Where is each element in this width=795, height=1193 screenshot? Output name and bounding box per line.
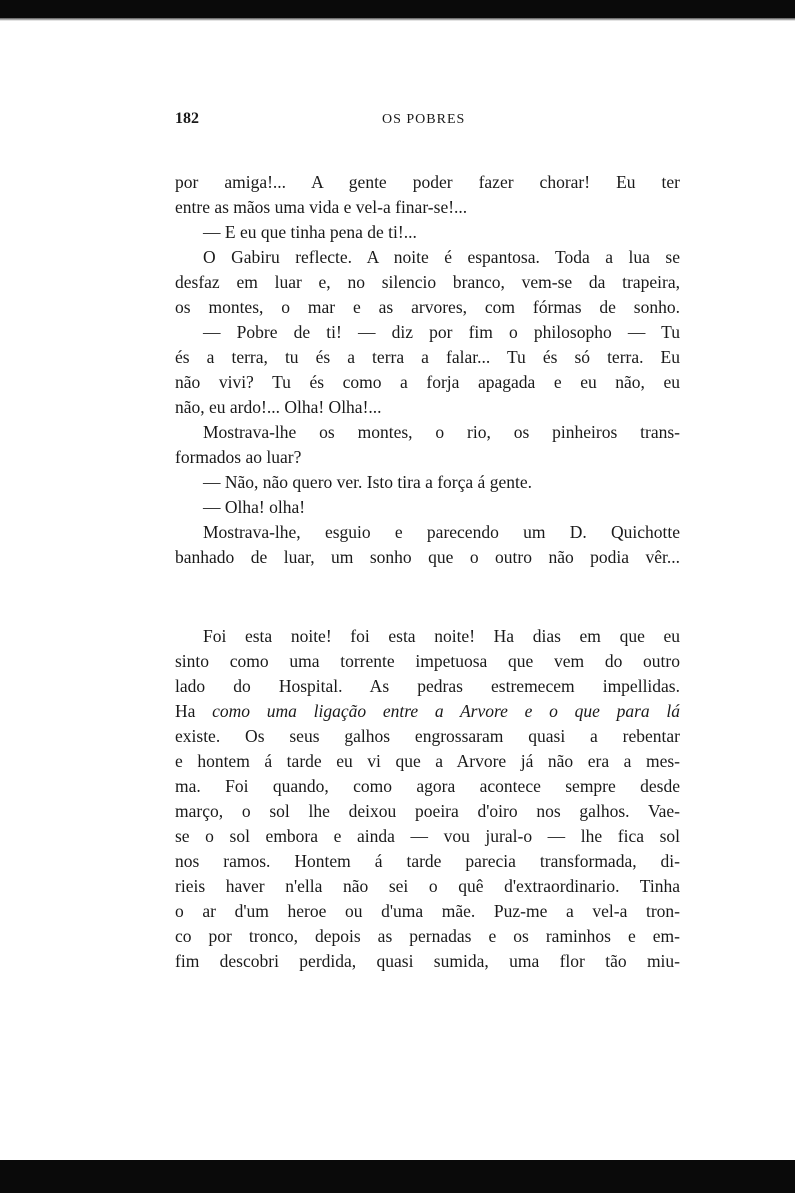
text-line: Mostrava-lhe os montes, o rio, os pinheiros trans- (203, 422, 680, 442)
text-line: lado do Hospital. As pedras estremecem impellidas. (175, 676, 680, 696)
text-line: entre as mãos uma vida e vel-a finar-se!... (175, 197, 468, 217)
text-line: co por tronco, depois as pernadas e os raminhos e em- (175, 926, 680, 946)
running-head: OS POBRES (382, 112, 466, 127)
text-line: — Não, não quero ver. Isto tira a força á gente. (203, 472, 532, 492)
text-line: rieis haver n'ella não sei o quê d'extraordinario. Tinha (175, 876, 680, 896)
text-line: não vivi? Tu és como a forja apagada e eu não, eu (175, 372, 680, 392)
text-line: o ar d'um heroe ou d'uma mãe. Puz-me a vel-a tron- (175, 901, 680, 921)
text-line: fim descobri perdida, quasi sumida, uma flor tão miu- (175, 951, 680, 971)
text-line: — E eu que tinha pena de ti!... (203, 222, 417, 242)
text-line: sinto como uma torrente impetuosa que vem do outro (175, 651, 680, 671)
text-line: és a terra, tu és a terra a falar... Tu és só terra. Eu (175, 347, 680, 367)
text-line: existe. Os seus galhos engrossaram quasi a rebentar (175, 726, 680, 746)
text-line: não, eu ardo!... Olha! Olha!... (175, 397, 382, 417)
scan-bottom-border (0, 1160, 795, 1193)
text-line: os montes, o mar e as arvores, com fórmas de sonho. (175, 297, 680, 317)
paragraph-block-dialogue (175, 170, 680, 570)
text-line: banhado de luar, um sonho que o outro não podia vêr... (175, 547, 680, 567)
text-line: ma. Foi quando, como agora acontece sempre desde (175, 776, 680, 796)
text-line: por amiga!... A gente poder fazer chorar! Eu ter (175, 172, 680, 192)
text-line: Mostrava-lhe, esguio e parecendo um D. Quichotte (203, 522, 680, 542)
text-line: — Pobre de ti! — diz por fim o philosopho — Tu (203, 322, 680, 342)
text-line: e hontem á tarde eu vi que a Arvore já não era a mes- (175, 751, 680, 771)
paragraph-block-narrative (175, 624, 680, 974)
italic-phrase: como uma ligação entre a Arvore e o que para lá (212, 701, 680, 721)
text-line: — Olha! olha! (203, 497, 306, 517)
text-line: Ha como uma ligação entre a Arvore e o que para lá (175, 701, 680, 721)
text-line: formados ao luar? (175, 447, 302, 467)
scan-top-border (0, 0, 795, 18)
text-line: nos ramos. Hontem á tarde parecia transformada, di- (175, 851, 680, 871)
scan-top-border-edge (0, 18, 795, 21)
text-line: O Gabiru reflecte. A noite é espantosa. Toda a lua se (203, 247, 680, 267)
text-line: março, o sol lhe deixou poeira d'oiro nos galhos. Vae- (175, 801, 680, 821)
text-line: se o sol embora e ainda — vou jural-o — lhe fica sol (175, 826, 680, 846)
text-line: desfaz em luar e, no silencio branco, vem-se da trapeira, (175, 272, 680, 292)
text-line: Foi esta noite! foi esta noite! Ha dias em que eu (203, 626, 680, 646)
page-number: 182 (175, 110, 199, 127)
